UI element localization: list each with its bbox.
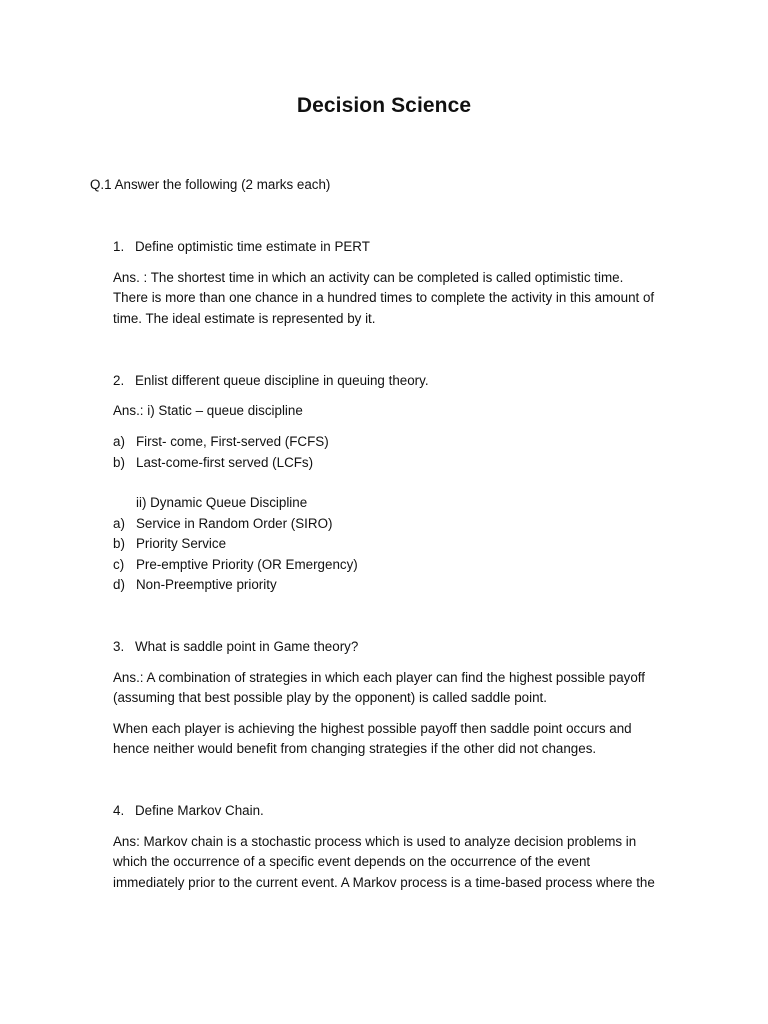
list-item [113,534,226,555]
question-2-text: Enlist different queue discipline in queuing theory. [135,373,429,388]
list-item [113,555,358,576]
question-2-number: 2. [113,373,125,388]
question-3-text: What is saddle point in Game theory? [135,639,359,654]
list-item-text: Last-come-first served (LCFs) [136,455,314,470]
list-item [113,575,277,596]
question-1-number: 1. [113,239,125,254]
section-heading: Q.1 Answer the following (2 marks each) [90,177,331,192]
list-marker: d) [113,577,125,592]
answer-3-line: When each player is achieving the highest possible payoff then saddle point occurs and [113,721,632,736]
list-item-text: Service in Random Order (SIRO) [136,516,333,531]
list-item-text: Pre-emptive Priority (OR Emergency) [136,557,358,572]
answer-4-line: immediately prior to the current event. A Markov process is a time-based process where the [113,875,655,890]
question-4-number: 4. [113,803,125,818]
question-2 [113,371,429,392]
question-1 [113,237,370,258]
document-title: Decision Science [296,94,472,117]
list-item-text: First- come, First-served (FCFS) [136,434,329,449]
list-item [113,453,313,474]
answer-3-line: (assuming that best possible play by the opponent) is called saddle point. [113,690,547,705]
answer-1-line: Ans. : The shortest time in which an activity can be completed is called optimistic time. [113,270,624,285]
list-marker: b) [113,455,125,470]
list-marker: a) [113,516,125,531]
list-marker: a) [113,434,125,449]
answer-2-intro: Ans.: i) Static – queue discipline [113,403,303,418]
answer-1-line: There is more than one chance in a hundred times to complete the activity in this amount of [113,290,655,305]
list-item [113,514,332,535]
question-3 [113,637,358,658]
list-marker: b) [113,536,125,551]
question-1-text: Define optimistic time estimate in PERT [135,239,370,254]
question-4-text: Define Markov Chain. [135,803,264,818]
dynamic-heading: ii) Dynamic Queue Discipline [136,495,308,510]
list-item-text: Non-Preemptive priority [136,577,277,592]
answer-1-line: time. The ideal estimate is represented by it. [113,311,376,326]
question-3-number: 3. [113,639,125,654]
question-4 [113,801,264,822]
list-item [113,432,329,453]
answer-4-line: Ans: Markov chain is a stochastic process which is used to analyze decision problems in [113,834,637,849]
list-item-text: Priority Service [136,536,227,551]
list-marker: c) [113,557,125,572]
answer-3-line: Ans.: A combination of strategies in which each player can find the highest possible payoff [113,670,645,685]
answer-3-line: hence neither would benefit from changing strategies if the other did not changes. [113,741,597,756]
answer-4-line: which the occurrence of a specific event depends on the occurrence of the event [113,854,591,869]
